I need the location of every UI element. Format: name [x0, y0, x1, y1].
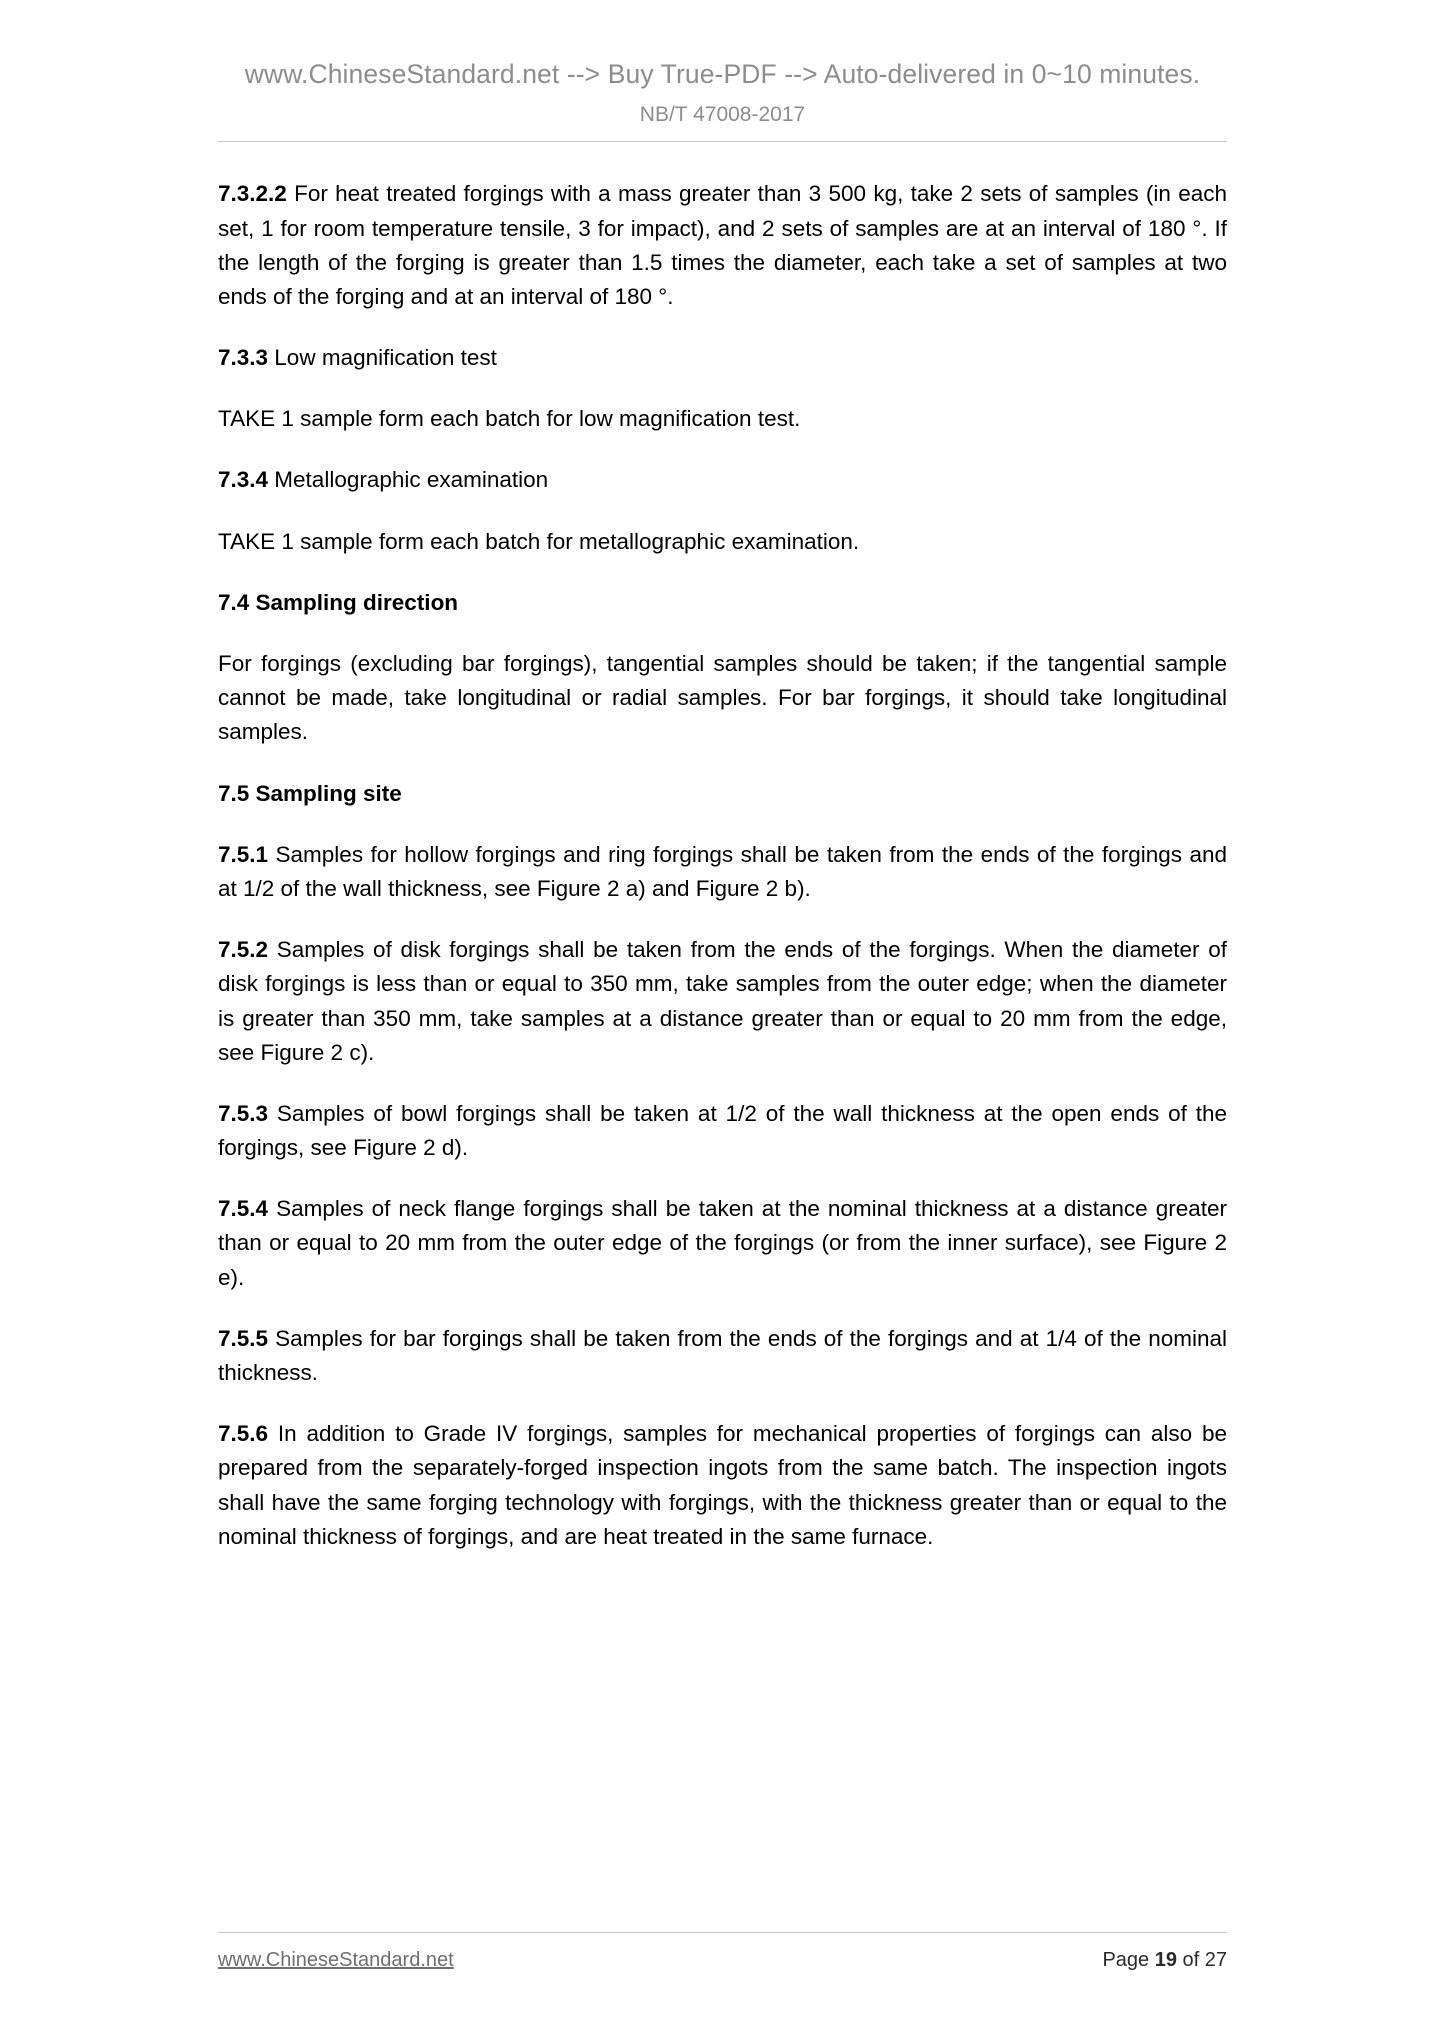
clause-number-7-5-1: 7.5.1	[218, 841, 269, 867]
paragraph-7-5-5	[218, 1322, 1227, 1390]
footer-row	[218, 1949, 1227, 1972]
clause-number-7-5-2: 7.5.2	[218, 937, 269, 963]
footer-page-indicator	[1102, 1949, 1227, 1972]
clause-text-7-3-3: Low magnification test	[268, 345, 497, 371]
standard-code: NB/T 47008-2017	[639, 103, 806, 127]
paragraph-sampling-direction-body: For forgings (excluding bar forgings), tangential samples should be taken; if the tangential sample cannot be made, take longitudinal or radial samples. For bar forgings, it should take longitudinal samples.	[218, 651, 1227, 745]
paragraph-7-5-6	[218, 1417, 1227, 1554]
footer-page-number: 19	[1154, 1949, 1177, 1971]
clause-text-7-5-2: Samples of disk forgings shall be taken from the ends of the forgings. When the diameter of disk forgings is less than or equal to 350 mm, take samples from the outer edge; when the diameter is greater than 350 mm, take samples at a distance greater than or equal to 20 mm from the edge, see Figure 2 c).	[218, 937, 1227, 1065]
page-footer	[218, 1932, 1227, 1972]
clause-number-7-5-6: 7.5.6	[218, 1421, 269, 1447]
paragraph-low-magnification-note: TAKE 1 sample form each batch for low magnification test.	[218, 406, 801, 432]
footer-page-prefix: Page	[1102, 1949, 1155, 1971]
clause-text-7-3-2-2: For heat treated forgings with a mass greater than 3 500 kg, take 2 sets of samples (in each set, 1 for room temperature tensile, 3 for impact), and 2 sets of samples are at an interval of 180 °. If the length of the forging is greater than 1.5 times the diameter, each take a set of samples at two ends of the forging and at an interval of 180 °.	[218, 181, 1227, 309]
paragraph-7-5-3	[218, 1097, 1227, 1165]
footer-site-link[interactable]: www.ChineseStandard.net	[218, 1949, 454, 1971]
paragraph-7-3-3	[218, 341, 1227, 375]
paragraph-7-3-2-2	[218, 177, 1227, 314]
paragraph-7-5-2	[218, 933, 1227, 1070]
clause-text-7-5-4: Samples of neck flange forgings shall be taken at the nominal thickness at a distance greater than or equal to 20 mm from the outer edge of the forgings (or from the inner surface), see Figure 2 e).	[218, 1196, 1227, 1290]
clause-number-7-3-2-2: 7.3.2.2	[218, 181, 287, 207]
paragraph-metallographic-note: TAKE 1 sample form each batch for metallographic examination.	[218, 528, 860, 554]
clause-text-7-5-3: Samples of bowl forgings shall be taken at 1/2 of the wall thickness at the open ends of the forgings, see Figure 2 d).	[218, 1100, 1227, 1161]
clause-number-7-5-5: 7.5.5	[218, 1325, 269, 1351]
clause-number-7-3-4: 7.3.4	[218, 467, 269, 493]
heading-7-5-sampling-site: 7.5 Sampling site	[218, 780, 402, 806]
footer-page-suffix: of 27	[1176, 1949, 1227, 1971]
promo-banner: www.ChineseStandard.net --> Buy True-PDF --> Auto-delivered in 0~10 minutes.	[244, 59, 1201, 89]
clause-number-7-3-3: 7.3.3	[218, 345, 269, 371]
clause-text-7-3-4: Metallographic examination	[268, 467, 549, 493]
document-body	[218, 142, 1227, 1554]
clause-text-7-5-6: In addition to Grade IV forgings, samples for mechanical properties of forgings can also be prepared from the separately-forged inspection ingots from the same batch. The inspection ingots shall have the same forging technology with forgings, with the thickness greater than or equal to the nominal thickness of forgings, and are heat treated in the same furnace.	[218, 1421, 1227, 1549]
clause-number-7-5-4: 7.5.4	[218, 1196, 269, 1222]
footer-divider	[218, 1932, 1227, 1933]
page-header	[0, 0, 1445, 127]
clause-text-7-5-1: Samples for hollow forgings and ring forgings shall be taken from the ends of the forgings and at 1/2 of the wall thickness, see Figure 2 a) and Figure 2 b).	[218, 841, 1227, 901]
clause-number-7-5-3: 7.5.3	[218, 1100, 269, 1126]
paragraph-7-5-1	[218, 838, 1227, 906]
paragraph-7-5-4	[218, 1192, 1227, 1295]
clause-text-7-5-5: Samples for bar forgings shall be taken from the ends of the forgings and at 1/4 of the nominal thickness.	[218, 1325, 1227, 1385]
paragraph-7-3-4	[218, 463, 1227, 497]
heading-7-4-sampling-direction: 7.4 Sampling direction	[218, 589, 459, 615]
